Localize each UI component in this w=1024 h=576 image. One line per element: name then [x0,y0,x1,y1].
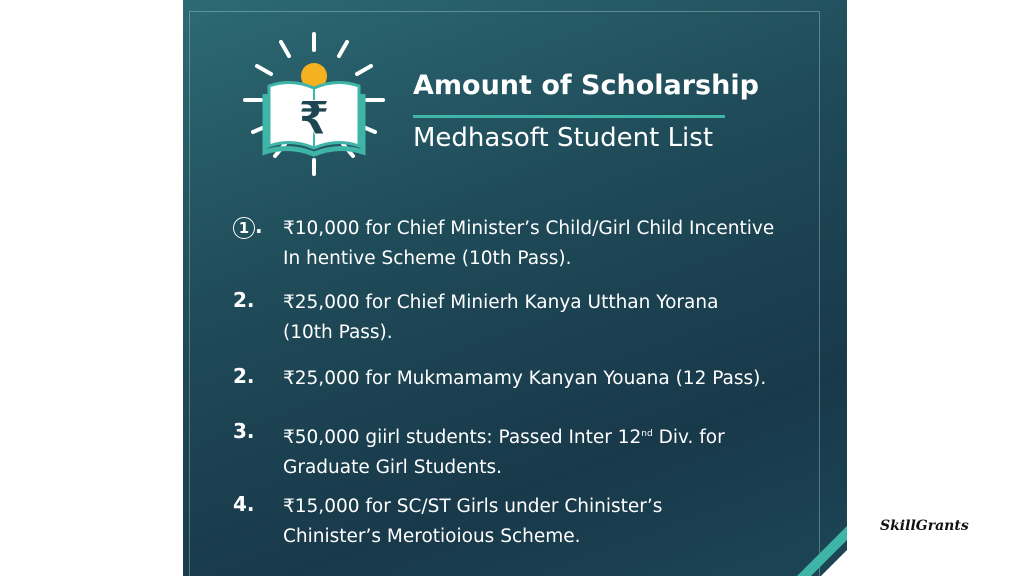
item-line: ₹10,000 for Chief Minister’s Child/Girl Child Incentive [283,218,775,239]
item-line: Chinister’s Merotioious Scheme. [283,526,581,547]
item-line: ₹25,000 for Chief Minierh Kanya Utthan Yorana [283,292,719,313]
page-title: Amount of Scholarship [413,70,759,101]
item-number: 4. [233,492,255,516]
item-line: ₹50,000 giirl students: Passed Inter 12nd Div. for [283,427,725,449]
item-text [283,214,843,274]
item-number: 2. [233,364,255,388]
page-subtitle: Medhasoft Student List [413,123,714,153]
brand-logo-text: SkillGrants [880,518,969,534]
item-number: 2. [233,288,255,312]
item-line: Graduate Girl Students. [283,457,503,479]
item-line: In hentive Scheme (10th Pass). [283,248,572,269]
item-text [283,364,843,394]
title-underline [413,115,725,118]
rupee-book-sun-icon [239,28,389,178]
item-line: ₹15,000 for SC/ST Girls under Chinister’s [283,496,663,517]
item-text [283,419,843,483]
item-line: ₹25,000 for Mukmamamy Kanyan Youana (12 Pass). [283,368,767,389]
scholarship-card [183,0,847,576]
item-text [283,288,843,348]
rupee-glyph: ₹ [297,91,331,145]
item-number: 3. [233,419,255,443]
item-number: 1 . [233,214,263,239]
item-line: (10th Pass). [283,322,393,343]
item-text [283,492,843,552]
